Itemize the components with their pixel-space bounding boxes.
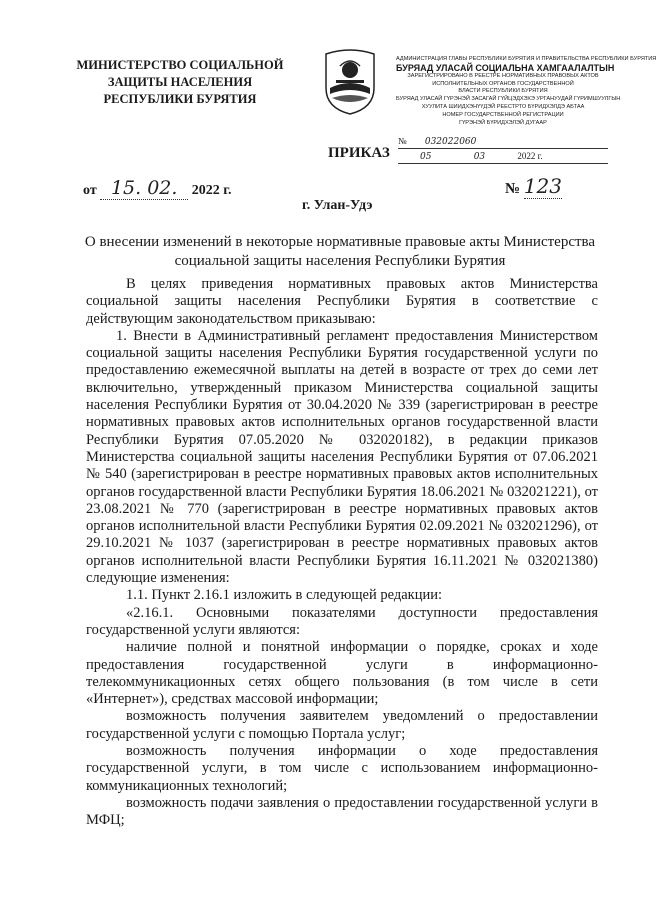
coat-of-arms-emblem: [318, 48, 382, 116]
stamp-line: ВЛАСТИ РЕСПУБЛИКИ БУРЯТИЯ: [458, 88, 548, 95]
ministry-line: ЗАЩИТЫ НАСЕЛЕНИЯ: [107, 75, 253, 89]
reg-date-month: 03: [473, 152, 486, 162]
ministry-line: МИНИСТЕРСТВО СОЦИАЛЬНОЙ: [76, 58, 284, 72]
order-date-handwritten: 15. 02.: [100, 177, 188, 200]
order-number: [505, 174, 562, 199]
paragraph-indicator: возможность получения заявителем уведомлений о предоставлении государственной услуги с помощью Портала услуг;: [86, 708, 598, 742]
reg-date-year: 2022 г.: [517, 151, 543, 161]
stamp-line: АДМИНИСТРАЦИЯ ГЛАВЫ РЕСПУБЛИКИ БУРЯТИЯ И ПРАВИТЕЛЬСТВА РЕСПУБЛИКИ БУРЯТИЯ: [396, 56, 656, 62]
paragraph-indicator: наличие полной и понятной информации о порядке, сроках и ходе предоставления государственной услуги в информационно-телекоммуникационных сетях общего пользования (в том числе в сети «Интернет»), средствах массовой информации;: [86, 639, 598, 708]
number-label: №: [505, 181, 521, 197]
order-heading: ПРИКАЗ: [328, 145, 390, 161]
stamp-line: ИСПОЛНИТЕЛЬНЫХ ОРГАНОВ ГОСУДАРСТВЕННОЙ: [432, 80, 574, 87]
paragraph-2-16-1: «2.16.1. Основными показателями доступности предоставления государственной услуги являются:: [86, 604, 598, 638]
reg-no-prefix: №: [398, 136, 407, 146]
document-title: О внесении изменений в некоторые нормативные правовые акты Министерства социальной защиты населения Республики Бурятия: [84, 234, 596, 269]
from-label: от: [83, 183, 97, 198]
city-line: г. Улан-Удэ: [302, 198, 373, 213]
stamp-line: ХУУЛИТА ШИИДХЭНҮҮДЭЙ РЕЕСТРТО БҮРИДХЭЛДЭ АБТАА: [421, 103, 585, 110]
registration-number: 032022060: [424, 137, 477, 147]
paragraph-indicator: возможность получения информации о ходе предоставления государственной услуги, в том числе с использованием информационно-коммуникационных технологий;: [86, 743, 598, 794]
registration-date-line: [398, 151, 608, 164]
paragraph-preamble: В целях приведения нормативных правовых актов Министерства социальной защиты населения Республики Бурятия в соответствие с действующим законодательством приказываю:: [86, 276, 598, 327]
order-date: [83, 177, 231, 200]
document-body: [86, 276, 598, 830]
order-number-handwritten: 123: [523, 174, 563, 198]
stamp-line: ГҮРЭНЭЙ БҮРИДХЭЛЭЙ ДУГААР: [459, 119, 547, 126]
registration-number-line: [398, 136, 608, 149]
paragraph-item-1-1: 1.1. Пункт 2.16.1 изложить в следующей редакции:: [126, 587, 443, 604]
paragraph-item-1: 1. Внести в Административный регламент предоставления Министерством социальной защиты населения Республики Бурятия государственной услуги по предоставлению ежемесячной выплаты на детей в возрасте от трех до семи лет включительно, утвержденный приказом Министерства социальной защиты населения Республики Бурятия от 30.04.2020 № 339 (зарегистрирован в реестре нормативных правовых актов исполнительных органов государственной власти Республики Бурятия 07.05.2020 № 032020182), в редакции приказов Министерства социальной защиты населения Республики Бурятия от 07.06.2021 № 540 (зарегистрирован в реестре нормативных правовых актов исполнительных органов государственной власти Республики Бурятия 18.06.2021 № 032021221), от 23.08.2021 № 770 (зарегистрирован в реестре нормативных правовых актов органов исполнительной власти Республики Бурятия 02.09.2021 № 032021296), от 29.10.2021 № 1037 (зарегистрирован в реестре нормативных правовых актов органов исполнительной власти Республики Бурятия 16.11.2021 № 032021380) следующие изменения:: [86, 327, 598, 587]
stamp-overlay-text: БУРЯАД УЛАСАЙ СОЦИАЛЬНА ХАМГААЛАЛТЫН: [396, 62, 615, 73]
reg-date-day: 05: [420, 152, 432, 162]
ministry-name: [64, 57, 296, 108]
ministry-line: РЕСПУБЛИКИ БУРЯТИЯ: [103, 92, 257, 106]
stamp-line: НОМЕР ГОСУДАРСТВЕННОЙ РЕГИСТРАЦИИ: [442, 111, 564, 118]
paragraph-indicator: возможность подачи заявления о предоставлении государственной услуги в МФЦ;: [86, 794, 598, 829]
order-year: 2022 г.: [191, 183, 232, 198]
stamp-line: ЗАРЕГИСТРИРОВАНО В РЕЕСТРЕ НОРМАТИВНЫХ ПРАВОВЫХ АКТОВ: [407, 72, 599, 79]
stamp-line: БУРЯАД УЛАСАЙ ГҮРЭНЭЙ ЗАСАГАЙ ГҮЙЦЭДХЭХЭ УРГАНУУДАЙ ГҮРИМШУУЛГЫН: [396, 96, 621, 103]
